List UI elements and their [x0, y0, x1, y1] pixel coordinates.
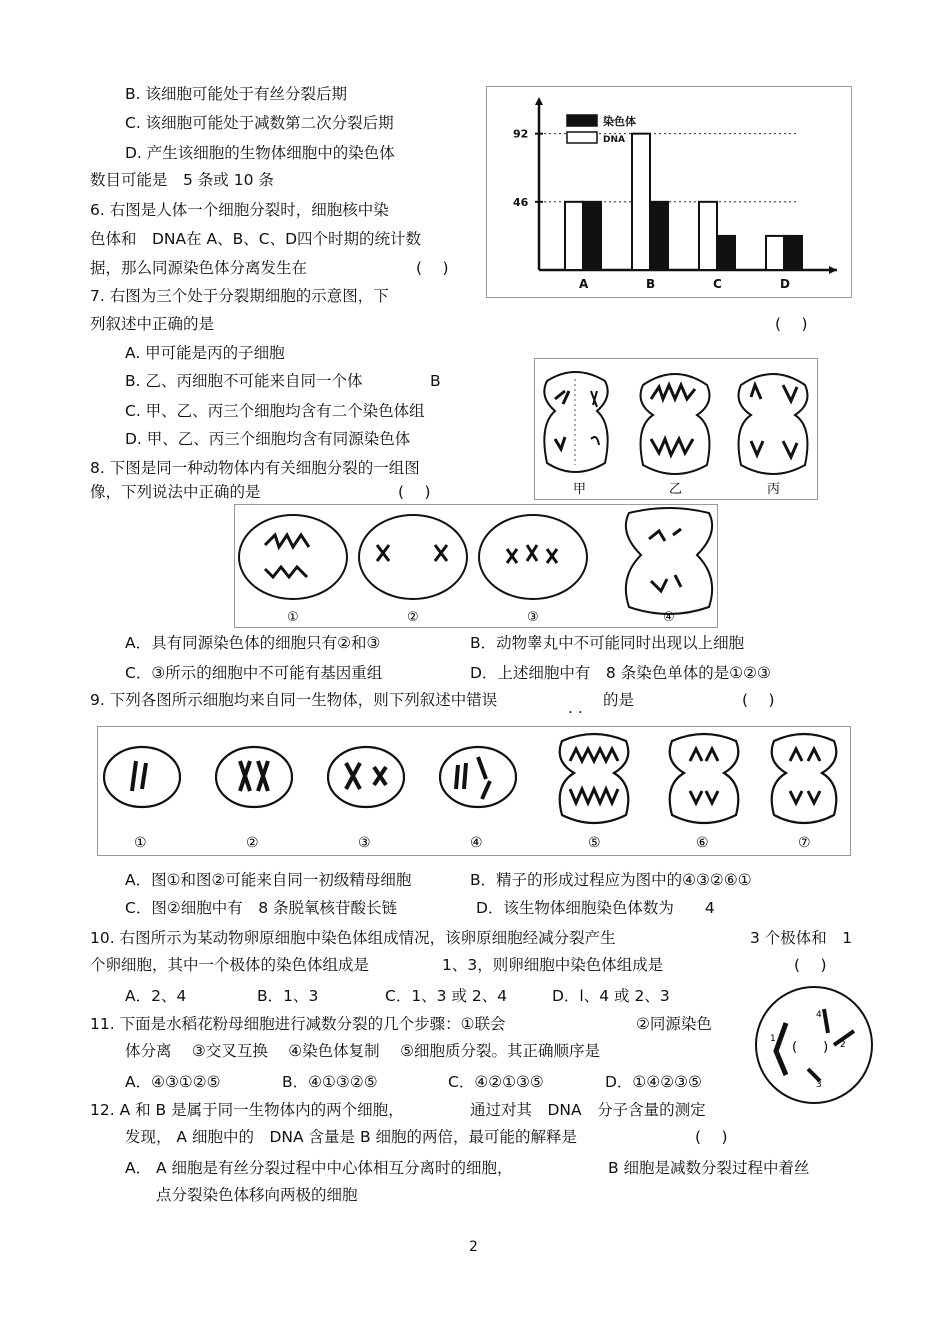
q7-label-yi: 乙	[669, 482, 683, 497]
y-tick-label: 92	[513, 127, 529, 141]
x-axis-arrow	[829, 266, 837, 274]
q10-fig-label-2: 2	[840, 1040, 846, 1050]
q11-option-a: A．④③①②⑤	[125, 1073, 221, 1091]
q9-cells-svg	[98, 727, 850, 855]
q9-label-4: ④	[470, 835, 483, 851]
q9-stem-end: 的是	[603, 691, 635, 709]
q7-cell-yi	[641, 374, 710, 474]
q12-option-a-line1: A． A 细胞是有丝分裂过程中中心体相互分离时的细胞，	[125, 1159, 513, 1177]
bar-chromosome-A	[583, 202, 601, 270]
q10-option-a: A．2、4	[125, 987, 187, 1005]
q5-option-d-line2: 数目可能是 5 条或 10 条	[90, 171, 274, 189]
q8-label-3: ③	[527, 610, 539, 625]
q10-stem-line1: 10. 右图所示为某动物卵原细胞中染色体组成情况，该卵原细胞经减分裂产生	[90, 929, 616, 947]
q8-cell-2	[359, 515, 467, 599]
legend-swatch-dna	[567, 132, 597, 143]
y-axis-arrow	[535, 97, 543, 105]
q7-stem-line1: 7. 右图为三个处于分裂期细胞的示意图，下	[90, 287, 389, 305]
q6-bar-chart	[487, 87, 851, 297]
q9-label-7: ⑦	[798, 835, 811, 851]
q9-label-6: ⑥	[696, 835, 709, 851]
q8-option-a: A．具有同源染色体的细胞只有②和③	[125, 634, 381, 652]
q7-option-c: C. 甲、乙、丙三个细胞均含有二个染色体组	[125, 402, 425, 420]
q9-answer-paren: ( )	[742, 691, 775, 709]
q9-label-5: ⑤	[588, 835, 601, 851]
q9-stem: 9. 下列各图所示细胞均来自同一生物体，则下列叙述中错误	[90, 691, 498, 709]
q7-option-a: A. 甲可能是丙的子细胞	[125, 344, 285, 362]
q11-option-d: D．①④②③⑤	[605, 1073, 702, 1091]
q11-option-b: B．④①③②⑤	[282, 1073, 378, 1091]
q10-stem-line2: 个卵细胞，其中一个极体的染色体组成是	[90, 956, 370, 974]
q8-option-d: D．上述细胞中有 8 条染色单体的是①②③	[470, 664, 771, 682]
bar-dna-B	[632, 134, 650, 270]
q9-option-d: D．该生物体细胞染色体数为 4	[476, 899, 715, 917]
q9-option-c: C．图②细胞中有 8 条脱氧核苷酸长链	[125, 899, 398, 917]
bar-dna-A	[565, 202, 583, 270]
q8-label-4: ④	[663, 610, 675, 625]
q12-option-a-line3: 点分裂染色体移向两极的细胞	[156, 1186, 358, 1204]
q9-cell-3	[328, 747, 404, 807]
q7-label-bing: 丙	[767, 482, 781, 497]
q7-cell-jia	[544, 372, 607, 472]
q9-cell-7	[772, 734, 837, 823]
bar-dna-C	[699, 202, 717, 270]
q10-oocyte-figure	[748, 983, 883, 1109]
y-tick-label: 46	[513, 195, 529, 209]
q8-option-b: B．动物睾丸中不可能同时出现以上细胞	[470, 634, 745, 652]
q10-fig-label-3: 3	[816, 1080, 822, 1090]
q10-fig-label-1: 1	[770, 1034, 776, 1044]
q8-label-2: ②	[407, 610, 419, 625]
q9-cell-6	[670, 734, 739, 823]
q7-stem-line2: 列叙述中正确的是	[90, 315, 215, 333]
q10-oocyte-svg	[748, 983, 883, 1109]
q8-label-1: ①	[287, 610, 299, 625]
q7-cells-svg	[535, 359, 817, 499]
q6-stem-line1: 6. 右图是人体一个细胞分裂时，细胞核中染	[90, 201, 389, 219]
x-tick-label-B: B	[646, 277, 656, 291]
q8-stem-line2: 像，下列说法中正确的是	[90, 483, 261, 501]
q11-stem-line2: 体分离 ③交叉互换 ④染色体复制 ⑤细胞质分裂。其正确顺序是	[125, 1042, 600, 1060]
q8-cell-4	[626, 508, 712, 614]
q10-fig-label-4: 4	[816, 1010, 822, 1020]
q10-option-c: C．1、3 或 2、4	[385, 987, 508, 1005]
q8-cells-figure	[234, 504, 718, 628]
bar-chromosome-D	[784, 236, 802, 270]
q7-answer-paren: ( )	[775, 315, 808, 333]
q5-option-c: C. 该细胞可能处于减数第二次分裂后期	[125, 114, 394, 132]
q6-answer-paren: ( )	[416, 259, 449, 277]
q12-stem-line1-end: 通过对其 DNA 分子含量的测定	[470, 1101, 706, 1119]
q12-answer-paren: ( )	[695, 1128, 728, 1146]
q8-cells-svg	[235, 505, 717, 627]
q5-option-b: B. 该细胞可能处于有丝分裂后期	[125, 85, 347, 103]
q10-option-b: B．1、3	[257, 987, 319, 1005]
legend-label-chromosome: 染色体	[603, 115, 636, 128]
q12-stem-line1: 12. A 和 B 是属于同一生物体内的两个细胞，	[90, 1101, 404, 1119]
q6-stem-line3: 据，那么同源染色体分离发生在	[90, 259, 308, 277]
q5-option-d-line1: D. 产生该细胞的生物体细胞中的染色体	[125, 144, 395, 162]
q10-stem-line2-end: 1、3，则卵细胞中染色体组成是	[442, 956, 664, 974]
q8-stem-line1: 8. 下图是同一种动物体内有关细胞分裂的一组图	[90, 459, 420, 477]
q10-answer-paren: ( )	[794, 956, 827, 974]
q8-cell-1	[239, 515, 347, 599]
q9-option-a: A．图①和图②可能来自同一初级精母细胞	[125, 871, 412, 889]
q9-cell-5	[560, 734, 629, 823]
q9-label-2: ②	[246, 835, 259, 851]
q10-option-d: D．l、4 或 2、3	[552, 987, 670, 1005]
page-number: 2	[469, 1239, 478, 1255]
legend-swatch-chromosome	[567, 115, 597, 126]
q9-label-1: ①	[134, 835, 147, 851]
bar-dna-D	[766, 236, 784, 270]
q7-cells-figure	[534, 358, 818, 500]
bar-chromosome-B	[650, 202, 668, 270]
x-tick-label-C: C	[713, 277, 722, 291]
q11-option-c: C．④②①③⑤	[448, 1073, 544, 1091]
bar-chromosome-C	[717, 236, 735, 270]
q10-fig-paren: ( )	[792, 1040, 829, 1055]
q9-label-3: ③	[358, 835, 371, 851]
q12-stem-line2: 发现， A 细胞中的 DNA 含量是 B 细胞的两倍，最可能的解释是	[125, 1128, 578, 1146]
q11-stem-line1: 11. 下面是水稻花粉母细胞进行减数分裂的几个步骤：①联会	[90, 1015, 506, 1033]
q7-option-d: D. 甲、乙、丙三个细胞均含有同源染色体	[125, 430, 411, 448]
q9-option-b: B．精子的形成过程应为图中的④③②⑥①	[470, 871, 752, 889]
q7-cell-bing	[739, 374, 808, 474]
q9-cell-4	[440, 747, 516, 807]
x-tick-label-A: A	[579, 277, 589, 291]
q7-option-b: B. 乙、丙细胞不可能来自同一个体	[125, 372, 363, 390]
q7-label-jia: 甲	[573, 482, 587, 497]
q9-cells-figure	[97, 726, 851, 856]
q6-stem-line2: 色体和 DNA在 A、B、C、D四个时期的统计数	[90, 230, 422, 248]
q7-option-b-mark: B	[430, 372, 441, 390]
q12-option-a-line2: B 细胞是减数分裂过程中着丝	[608, 1159, 810, 1177]
q11-stem-line1-end: ②同源染色	[636, 1015, 712, 1033]
legend-label-dna: DNA	[603, 135, 625, 145]
q10-stem-line1-end: 3 个极体和 1	[750, 929, 853, 947]
q8-answer-paren: ( )	[398, 483, 431, 501]
q9-cell-2	[216, 747, 292, 807]
q6-bar-chart-frame	[486, 86, 852, 298]
q9-emphasis-dots: . .	[568, 699, 583, 717]
q8-option-c: C．③所示的细胞中不可能有基因重组	[125, 664, 383, 682]
x-tick-label-D: D	[780, 277, 790, 291]
